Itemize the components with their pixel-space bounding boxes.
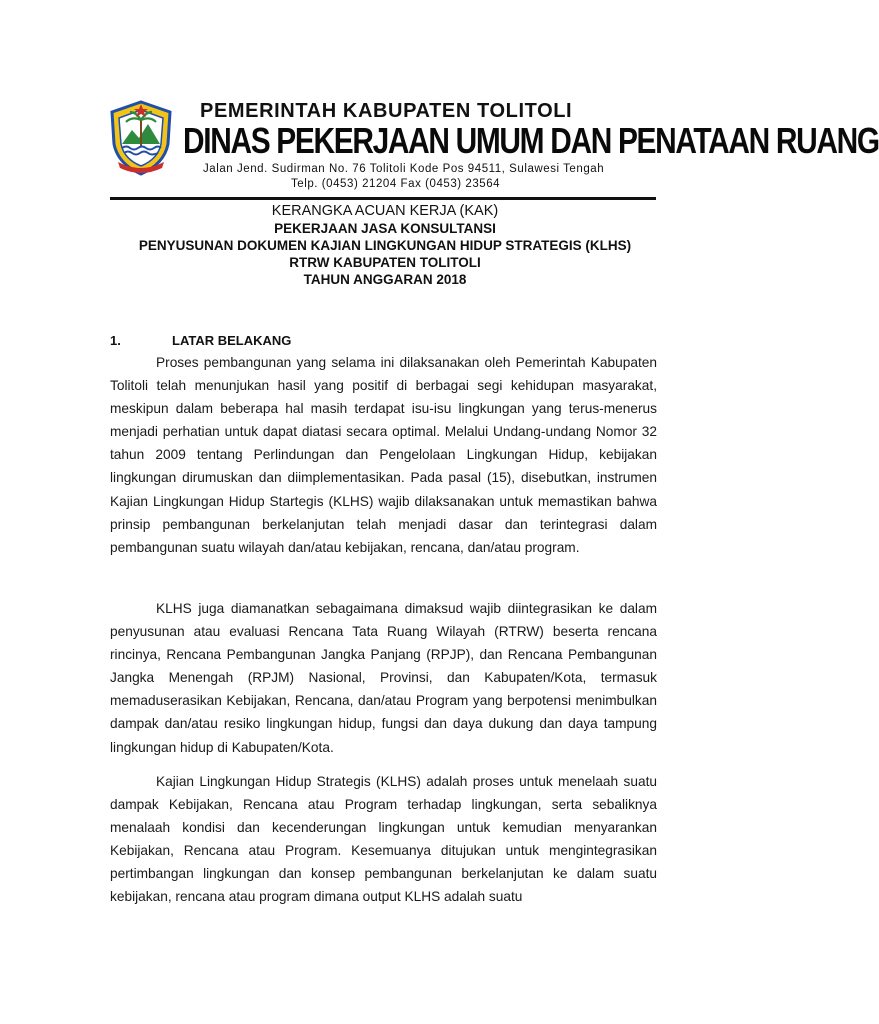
paragraph <box>110 597 657 759</box>
paragraph-text: Kajian Lingkungan Hidup Strategis (KLHS) adalah proses untuk menelaah suatu dampak Kebijakan, Rencana atau Program terhadap lingkungan, serta sebaliknya menalaah kondisi dan kecenderungan lingkungan untuk kemudian menyarankan Kebijakan, Rencana atau Program. Kesemuanya ditujukan untuk mengintegrasikan pertimbangan lingkungan dan konsep pembangunan berkelanjutan ke dalam suatu kebijakan, rencana atau program dimana output KLHS adalah suatu <box>110 774 657 905</box>
document-subtitle-1: PEKERJAAN JASA KONSULTANSI <box>274 221 496 236</box>
paragraph-text: Proses pembangunan yang selama ini dilaksanakan oleh Pemerintah Kabupaten Tolitoli telah menunjukan hasil yang positif di berbagai segi kehidupan masyarakat, meskipun dalam beberapa hal masih terdapat isu-isu lingkungan yang terus-menerus menjadi perhatian untuk dapat diatasi secara optimal. Melalui Undang-undang Nomor 32 tahun 2009 tentang Perlindungan dan Pengelolaan Lingkungan Hidup, kebijakan lingkungan dirumuskan dan diimplementasikan. Pada pasal (15), disebutkan, instrumen Kajian Lingkungan Hidup Startegis (KLHS) wajib dilaksanakan untuk memastikan bahwa prinsip pembangunan berkelanjutan telah menjadi dasar dan terintegrasi dalam pembangunan suatu wilayah dan/atau kebijakan, rencana, dan/atau program. <box>110 355 657 555</box>
letterhead-divider <box>110 197 656 200</box>
document-title: KERANGKA ACUAN KERJA (KAK) <box>271 203 499 219</box>
coat-of-arms-icon <box>108 100 174 176</box>
letterhead-agency-name: DINAS PEKERJAAN UMUM DAN PENATAAN RUANG <box>183 120 879 161</box>
section-title: LATAR BELAKANG <box>172 333 292 348</box>
document-title-block <box>100 203 670 288</box>
paragraph-text: KLHS juga diamanatkan sebagaimana dimaksud wajib diintegrasikan ke dalam penyusunan atau evaluasi Rencana Tata Ruang Wilayah (RTRW) beserta rencana rincinya, Rencana Pembangunan Jangka Panjang (RPJP), dan Rencana Pembangunan Jangka Menengah (RPJM) Nasional, Provinsi, dan Kabupaten/Kota, termasuk memaduserasikan Kebijakan, Rencana, dan/atau Program yang berpotensi menimbulkan dampak dan/atau resiko lingkungan hidup, fungsi dan daya dukung dan daya tampung lingkungan hidup di Kabupaten/Kota. <box>110 601 657 755</box>
letterhead-government-name: PEMERINTAH KABUPATEN TOLITOLI <box>200 100 573 122</box>
paragraph <box>110 770 657 909</box>
document-subtitle-3: RTRW KABUPATEN TOLITOLI <box>289 255 481 270</box>
letterhead-phone: Telp. (0453) 21204 Fax (0453) 23564 <box>291 178 501 190</box>
document-subtitle-2: PENYUSUNAN DOKUMEN KAJIAN LINGKUNGAN HIDUP STRATEGIS (KLHS) <box>138 238 632 253</box>
section-number: 1. <box>110 333 121 348</box>
letterhead-address: Jalan Jend. Sudirman No. 76 Tolitoli Kode Pos 94511, Sulawesi Tengah <box>203 163 605 175</box>
document-subtitle-4: TAHUN ANGGARAN 2018 <box>303 272 467 287</box>
paragraph <box>110 351 657 559</box>
